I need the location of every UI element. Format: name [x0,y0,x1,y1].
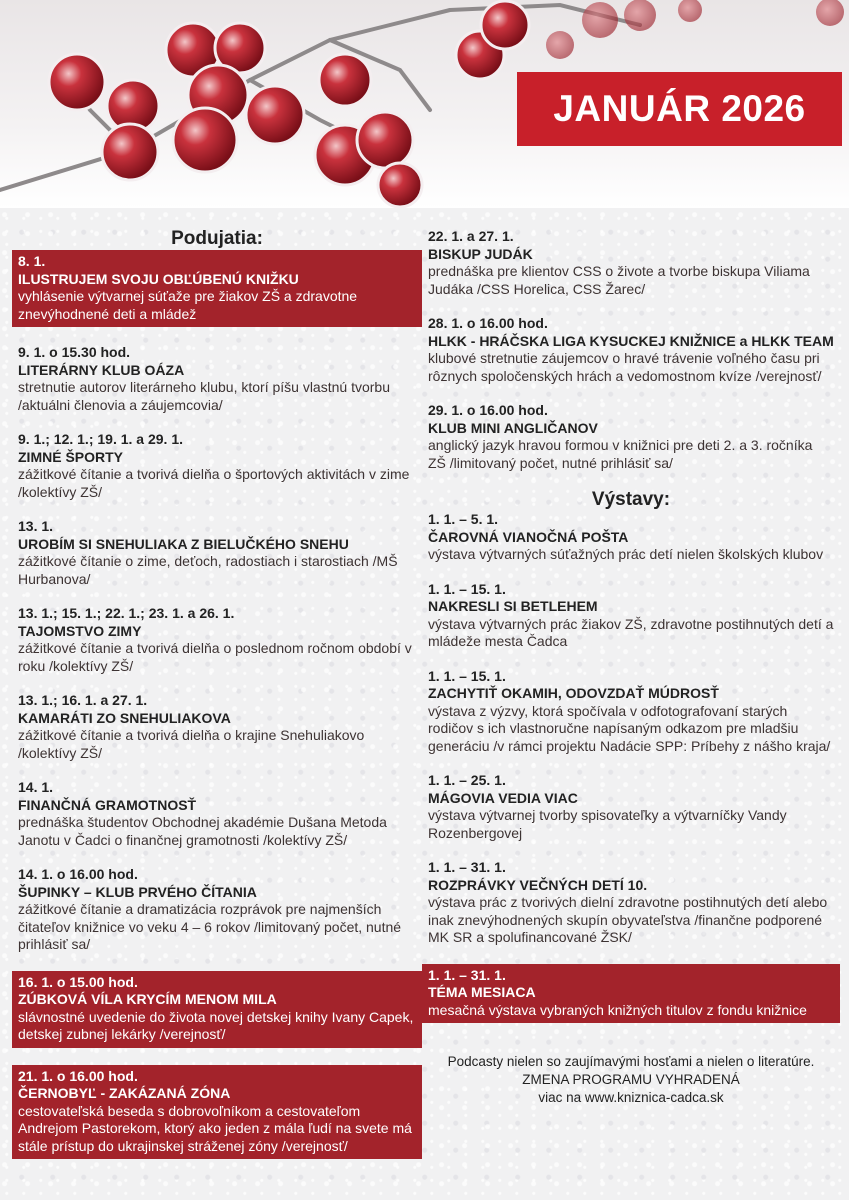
event-name: ZIMNÉ ŠPORTY [18,448,124,465]
event-item [12,344,422,414]
event-description: anglický jazyk hravou formou v knižnici pre deti 2. a 3. ročníka ZŠ /limitovaný počet, nutné prihlásiť sa/ [428,437,813,471]
event-description: klubové stretnutie záujemcov o hravé trávenie voľného času pri rôznych spoločenských hrách a vedomostnom kvíze /verejnosť/ [428,350,822,384]
event-description: výstava výtvarných prác žiakov ZŠ, zdravotne postihnutých detí a mládeže mesta Čadca [428,615,834,649]
event-description: mesačná výstava vybraných knižných titulov z fondu knižnice [428,1001,807,1018]
event-date: 14. 1. o 16.00 hod. [18,866,138,882]
event-description: zážitkové čítanie a tvorivá dielňa o krajine Snehuliakovo /kolektívy ZŠ/ [18,727,365,761]
event-date: 13. 1. [18,518,54,534]
events-section-title: Podujatia: [171,228,263,249]
event-item [12,518,422,588]
event-description: prednáška študentov Obchodnej akadémie Dušana Metoda Janotu v Čadci o finančnej gramotnosti /kolektívy ZŠ/ [18,814,387,848]
event-name: KLUB MINI ANGLIČANOV [428,419,598,436]
exhibition-item [422,581,840,651]
event-item [422,228,840,298]
event-name: ILUSTRUJEM SVOJU OBĽÚBENÚ KNIŽKU [18,270,299,287]
exhibitions-section-title: Výstavy: [591,489,671,510]
event-item [12,605,422,675]
exhibition-item [422,511,840,564]
event-date: 22. 1. a 27. 1. [428,228,514,244]
event-date: 29. 1. o 16.00 hod. [428,402,548,418]
exhibition-item [422,668,840,756]
event-name: NAKRESLI SI BETLEHEM [428,598,598,614]
event-date: 28. 1. o 16.00 hod. [428,315,548,331]
event-description: vyhlásenie výtvarnej súťaže pre žiakov ZŠ a zdravotne znevýhodnené deti a mládež [18,288,358,322]
exhibition-item [422,964,840,1024]
event-name: BISKUP JUDÁK [428,245,533,262]
event-description: cestovateľská beseda s dobrovoľníkom a cestovateľom Andrejom Pastorekom, ktorý ako jeden z mála ľudí na svete má stále prístup do ukrajinskej stráženej zóny /verejnosť/ [18,1102,412,1154]
event-description: prednáška pre klientov CSS o živote a tvorbe biskupa Viliama Judáka /CSS Horelica, CSS Žarec/ [428,263,810,297]
event-description: výstava výtvarných súťažných prác detí nielen školských klubov [428,546,824,562]
event-name: KAMARÁTI ZO SNEHULIAKOVA [18,709,231,726]
event-date: 21. 1. o 16.00 hod. [18,1067,138,1084]
event-item [12,971,422,1048]
event-name: FINANČNÁ GRAMOTNOSŤ [18,796,197,813]
event-name: TAJOMSTVO ZIMY [18,622,142,639]
exhibition-item [422,772,840,842]
event-description: výstava z výzvy, ktorá spočívala v odfotografovaní starých rodičov s ich vlastnoručne napísaným odkazom pre mladšiu generáciu /v rámci projektu Nadácie SPP: Príbehy z nášho kraja/ [428,702,831,754]
event-date: 14. 1. [18,779,54,795]
event-date: 1. 1. – 31. 1. [428,966,506,983]
event-date: 1. 1. – 15. 1. [428,580,506,597]
event-name: LITERÁRNY KLUB OÁZA [18,361,185,378]
event-name: ZACHYTIŤ OKAMIH, ODOVZDAŤ MÚDROSŤ [428,685,719,701]
event-item [12,431,422,501]
event-description: zážitkové čítanie o zime, deťoch, radostiach i starostiach /MŠ Hurbanova/ [18,553,398,587]
month-title: JANUÁR 2026 [517,72,842,146]
event-date: 1. 1. – 15. 1. [428,667,506,684]
right-column [422,228,840,1107]
event-name: TÉMA MESIACA [428,984,536,1000]
footer-line-podcasts: Podcasty nielen so zaujímavými hosťami a nielen o literatúre. [447,1054,815,1069]
event-item [12,866,422,954]
event-name: ZÚBKOVÁ VÍLA KRYCÍM MENOM MILA [18,991,277,1007]
event-name: HLKK - HRÁČSKA LIGA KYSUCKEJ KNIŽNICE a HLKK TEAM [428,332,834,349]
event-item [422,315,840,385]
event-description: zážitkové čítanie a tvorivá dielňa o športových aktivitách v zime /kolektívy ZŠ/ [18,466,410,500]
event-item [12,692,422,762]
event-description: výstava výtvarnej tvorby spisovateľky a výtvarníčky Vandy Rozenbergovej [428,807,787,841]
event-item [12,250,422,327]
event-name: ŠUPINKY – KLUB PRVÉHO ČÍTANIA [18,883,257,900]
event-date: 8. 1. [18,253,46,269]
event-date: 13. 1.; 16. 1. a 27. 1. [18,692,148,708]
event-description: zážitkové čítanie a tvorivá dielňa o poslednom ročnom období v roku /kolektívy ZŠ/ [18,640,412,674]
event-name: UROBÍM SI SNEHULIAKA Z BIELUČKÉHO SNEHU [18,535,349,552]
event-date: 1. 1. – 5. 1. [428,511,499,527]
event-item [12,779,422,849]
footer-note [422,1053,840,1107]
event-description: zážitkové čítanie a dramatizácia rozprávok pre najmenších čitateľov knižnice vo veku 4 – 6 rokov /limitovaný počet, nutné prihlásiť sa/ [18,901,402,952]
exhibition-item [422,859,840,947]
event-item [422,402,840,472]
event-name: ROZPRÁVKY VEČNÝCH DETÍ 10. [428,876,648,893]
footer-line-change-notice: ZMENA PROGRAMU VYHRADENÁ [522,1072,740,1087]
footer-line-website: viac na www.kniznica-cadca.sk [538,1090,724,1105]
event-description: stretnutie autorov literárneho klubu, ktorí píšu vlastnú tvorbu /aktuálni členovia a záujemcovia/ [18,379,390,413]
event-description: výstava prác z tvorivých dielní zdravotne postihnutých detí alebo inak znevýhodnených skupín obyvateľstva /finančne podporené MK SR a spolufinancované ŽSK/ [428,894,828,945]
event-description: slávnostné uvedenie do života novej detskej knihy Ivany Capek, detskej zubnej lekárky /verejnosť/ [18,1008,414,1042]
events-column [12,228,422,1176]
event-date: 1. 1. – 31. 1. [428,859,506,875]
event-date: 9. 1. o 15.30 hod. [18,344,131,360]
event-name: ČAROVNÁ VIANOČNÁ POŠTA [428,528,629,545]
event-name: MÁGOVIA VEDIA VIAC [428,789,578,806]
event-date: 16. 1. o 15.00 hod. [18,973,138,990]
event-item [12,1065,422,1160]
event-date: 1. 1. – 25. 1. [428,772,506,788]
event-date: 13. 1.; 15. 1.; 22. 1.; 23. 1. a 26. 1. [18,605,235,621]
event-date: 9. 1.; 12. 1.; 19. 1. a 29. 1. [18,431,183,447]
event-name: ČERNOBYĽ - ZAKÁZANÁ ZÓNA [18,1085,231,1101]
